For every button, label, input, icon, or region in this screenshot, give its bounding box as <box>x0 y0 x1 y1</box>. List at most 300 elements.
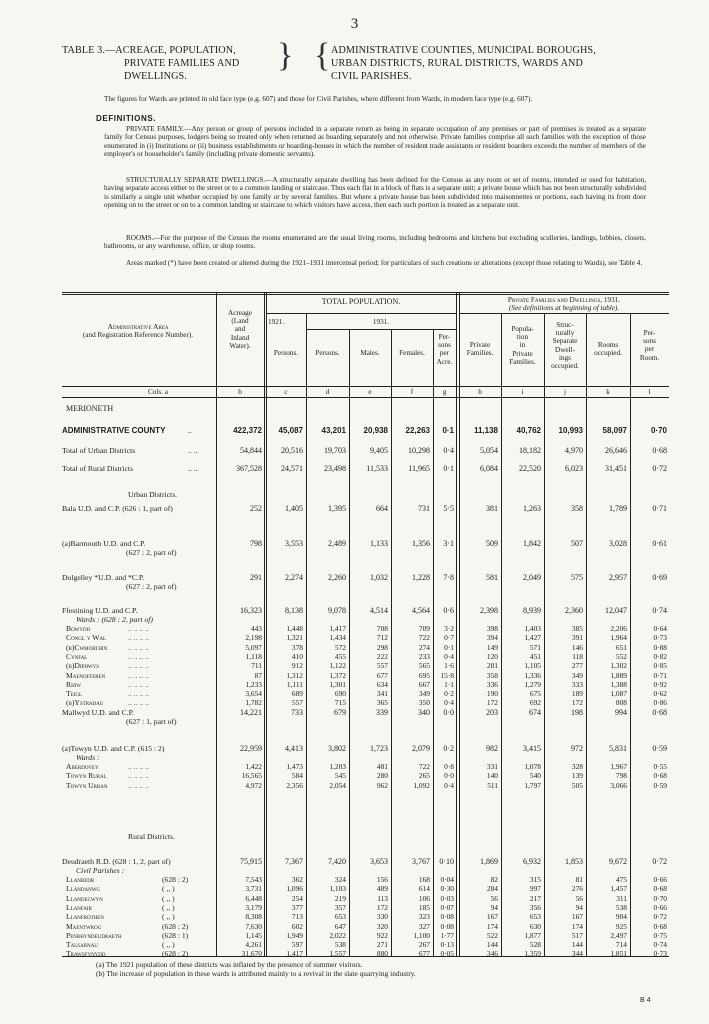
cell-h: 581 <box>486 573 498 582</box>
subcell-f: 267 <box>418 940 430 950</box>
subrow-name: Towyn Urban <box>66 780 108 790</box>
row-label: (a)Barmouth U.D. and C.P. <box>62 539 146 548</box>
subcell-f: 168 <box>418 875 430 884</box>
subcell-g: 0·1 <box>444 642 454 652</box>
cell-j: 1,853 <box>565 857 583 866</box>
subrow-dots: .. .. .. .. <box>128 762 149 771</box>
header-females: Females. <box>399 349 425 357</box>
subcell-b: 1,233 <box>245 679 262 689</box>
cell-e: 4,514 <box>370 606 388 615</box>
title-brace-left: { <box>314 37 331 74</box>
subcell-b: 2,198 <box>245 633 262 643</box>
subcell-j: 167 <box>571 912 583 922</box>
cell-l: 0·74 <box>652 606 667 615</box>
subcell-d: 219 <box>334 893 346 903</box>
col-letter-h: h <box>478 388 482 396</box>
subcell-c: 689 <box>291 689 303 699</box>
subcell-i: 1,279 <box>524 679 541 689</box>
subcell-c: 1,448 <box>286 624 303 633</box>
subcell-j: 276 <box>571 884 583 894</box>
cell-j: 507 <box>571 539 583 548</box>
subcell-c: 1,417 <box>286 949 303 959</box>
subcell-c: 410 <box>291 651 303 661</box>
subcell-l: 0·64 <box>653 624 667 633</box>
subcell-f: 185 <box>418 902 430 912</box>
page-number: 3 <box>350 16 359 32</box>
subrow-name: Trawsfynydd <box>66 949 106 959</box>
subcell-c: 1,321 <box>286 633 303 643</box>
col-letter-d: d <box>325 388 330 396</box>
subcell-g: 0·04 <box>440 875 454 884</box>
subcell-f: 1,092 <box>413 780 430 790</box>
subcell-j: 144 <box>571 940 583 950</box>
cell-i: 40,762 <box>516 426 541 435</box>
subcell-i: 653 <box>529 912 541 922</box>
subrow-ref: ( ,, ) <box>162 902 175 912</box>
subrow-dots: .. .. .. .. <box>128 771 149 781</box>
row-label: Total of Urban Districts <box>62 446 136 455</box>
cell-c: 733 <box>291 708 303 717</box>
cell-b: 422,372 <box>233 426 262 435</box>
subrow-name: Llanbedr <box>66 875 95 884</box>
subcell-d: 2,054 <box>329 780 346 790</box>
cell-g: 0·10 <box>439 857 454 866</box>
cell-g: 0·2 <box>443 744 454 753</box>
subcell-h: 149 <box>486 642 498 652</box>
cell-i: 2,049 <box>523 573 541 582</box>
subcell-h: 167 <box>486 912 498 922</box>
cell-f: 10,298 <box>408 446 430 455</box>
cell-e: 11,533 <box>366 464 388 473</box>
cell-j: 358 <box>571 504 583 513</box>
cell-l: 0·71 <box>652 504 667 513</box>
subcell-i: 451 <box>529 651 541 661</box>
subcell-i: 528 <box>529 940 541 950</box>
cell-f: 4,564 <box>412 606 430 615</box>
cell-h: 509 <box>486 539 498 548</box>
subcell-h: 190 <box>486 689 498 699</box>
subcell-k: 925 <box>615 921 627 931</box>
subcell-l: 0·68 <box>653 884 667 894</box>
subcell-k: 1,302 <box>610 661 627 671</box>
subrow-name: (b)Ystradau <box>66 698 104 708</box>
cell-k: 3,028 <box>609 539 627 548</box>
subcell-g: 0·03 <box>440 893 454 903</box>
subcell-l: 0·59 <box>653 780 667 790</box>
section-heading: Urban Districts. <box>128 490 178 499</box>
cell-g: 0·1 <box>443 464 454 473</box>
subcell-h: 346 <box>486 949 498 959</box>
cell-k: 2,957 <box>609 573 627 582</box>
subcell-i: 1,427 <box>524 633 541 643</box>
cell-e: 1,723 <box>370 744 388 753</box>
subcell-d: 715 <box>334 698 346 708</box>
subcell-h: 284 <box>486 884 498 894</box>
subrow-ref: (628 : 1) <box>162 930 189 940</box>
subrow-name: Llanfrothen <box>66 912 104 922</box>
subcell-b: 3,654 <box>245 689 262 699</box>
subcell-k: 798 <box>615 771 627 781</box>
subcell-f: 265 <box>418 771 430 781</box>
cell-b: 22,959 <box>240 744 262 753</box>
cell-c: 45,087 <box>278 426 303 435</box>
subcell-h: 120 <box>486 651 498 661</box>
subcell-i: 997 <box>529 884 541 894</box>
cell-k: 58,097 <box>602 426 627 435</box>
subcell-b: 4,972 <box>245 780 262 790</box>
subcell-b: 3,731 <box>245 884 262 894</box>
cell-f: 22,263 <box>405 426 430 435</box>
subrow-dots: .. .. .. .. <box>128 689 149 699</box>
cell-c: 4,413 <box>285 744 303 753</box>
col-letter-k: k <box>606 388 610 396</box>
subrow-name: Rhiw <box>66 679 82 689</box>
header-males: Males. <box>360 349 380 357</box>
subcell-l: 0·73 <box>653 633 667 643</box>
title-brace-right: } <box>277 37 294 74</box>
cell-c: 7,367 <box>285 857 303 866</box>
subrow-ref: (628 : 2) <box>162 921 189 931</box>
subcell-c: 584 <box>291 771 303 781</box>
subrow-dots: .. .. .. .. <box>128 651 149 661</box>
subcell-b: 31,670 <box>241 949 262 959</box>
subcell-j: 391 <box>571 633 583 643</box>
row-leader-dots: .. <box>188 426 192 435</box>
cell-l: 0·70 <box>650 426 667 435</box>
cell-h: 6,084 <box>480 464 498 473</box>
subcell-i: 1,105 <box>524 661 541 671</box>
subrow-name: Aberdovey <box>66 762 99 771</box>
subcell-g: 0·4 <box>444 780 454 790</box>
cell-e: 3,653 <box>370 857 388 866</box>
subcell-e: 298 <box>376 642 388 652</box>
cell-f: 11,965 <box>408 464 430 473</box>
subrow-name: Teigl <box>66 689 83 699</box>
subcell-f: 565 <box>418 661 430 671</box>
subcell-d: 1,372 <box>329 670 346 680</box>
col-letter-i: i <box>521 388 524 396</box>
subcell-c: 1,949 <box>286 930 303 940</box>
cell-h: 1,869 <box>480 857 498 866</box>
subcell-b: 1,422 <box>245 762 262 771</box>
subcell-l: 0·88 <box>653 642 667 652</box>
subcell-g: 0·05 <box>440 949 454 959</box>
subrow-dots: .. .. .. .. <box>128 642 149 652</box>
col-letter-j: j <box>564 388 566 396</box>
title-left: TABLE 3.—ACREAGE, POPULATION, PRIVATE FAMILIES AND DWELLINGS. <box>62 45 240 82</box>
cell-g: 5·5 <box>443 504 454 513</box>
subcell-h: 336 <box>486 679 498 689</box>
subcell-f: 106 <box>418 893 430 903</box>
subrow-dots: .. .. .. .. <box>128 633 149 643</box>
subcell-d: 2,022 <box>329 930 346 940</box>
subcell-g: 0·13 <box>440 940 454 950</box>
subrow-ref: (628 : 2) <box>162 949 189 959</box>
subrow-dots: .. .. .. .. <box>128 679 149 689</box>
subcell-l: 0·71 <box>653 670 667 680</box>
header-persons-1921: Persons. <box>273 349 299 357</box>
subcell-l: 0·75 <box>653 930 667 940</box>
subrow-ref: ( ,, ) <box>162 884 175 894</box>
cell-f: 1,356 <box>412 539 430 548</box>
col-letter-e: e <box>368 388 372 396</box>
subcell-f: 349 <box>418 689 430 699</box>
subcell-j: 146 <box>571 642 583 652</box>
header-per-room: Per- sons per Room. <box>639 329 660 362</box>
row-label-secondary: (627 : 2, part of) <box>126 547 177 557</box>
subcell-c: 1,473 <box>286 762 303 771</box>
subrow-ref: (628 : 2) <box>162 875 189 884</box>
subcell-d: 455 <box>334 651 346 661</box>
header-private-families: Private Families. <box>466 341 494 358</box>
subrow-name: Llanfair <box>66 902 92 912</box>
cell-h: 11,138 <box>473 426 498 435</box>
col-letter-f: f <box>410 388 414 396</box>
subcell-g: 1·77 <box>440 930 454 940</box>
subcell-e: 922 <box>376 930 388 940</box>
cell-l: 0·68 <box>652 446 667 455</box>
subrow-name: (b)Cwmorthin <box>66 642 108 652</box>
subrow-name: Cynfal <box>66 651 88 661</box>
cell-g: 0·0 <box>443 708 454 717</box>
cell-l: 0·72 <box>652 857 667 866</box>
cell-k: 31,451 <box>605 464 627 473</box>
page-signature: B 4 <box>640 997 651 1004</box>
subcell-d: 324 <box>334 875 346 884</box>
row-leader-dots: .. .. <box>188 446 198 455</box>
intro-note: The figures for Wards are printed in old face type (e.g. 607) and those for Civil Parishes, where different from Wards, in modern face type (e.g. 607). <box>104 95 533 103</box>
subcell-i: 1,078 <box>524 762 541 771</box>
subcell-f: 323 <box>418 912 430 922</box>
cell-k: 9,672 <box>609 857 627 866</box>
cell-g: 3·1 <box>443 539 454 548</box>
subcell-i: 630 <box>529 921 541 931</box>
cell-h: 982 <box>486 744 498 753</box>
cell-e: 339 <box>376 708 388 717</box>
subcell-i: 675 <box>529 689 541 699</box>
subcell-j: 94 <box>575 902 583 912</box>
subcell-i: 217 <box>529 893 541 903</box>
subcell-d: 1,203 <box>329 762 346 771</box>
subcell-e: 880 <box>376 949 388 959</box>
cell-i: 1,842 <box>523 539 541 548</box>
subcell-g: 1·6 <box>444 661 454 671</box>
subcell-k: 1,967 <box>610 762 627 771</box>
cell-f: 340 <box>418 708 430 717</box>
cell-h: 203 <box>486 708 498 717</box>
subcell-h: 522 <box>486 930 498 940</box>
row-label: Deudraeth R.D. (628 : 1, 2, part of) <box>62 857 171 866</box>
subcell-l: 0·68 <box>653 921 667 931</box>
cell-c: 2,274 <box>285 573 303 582</box>
cell-l: 0·59 <box>652 744 667 753</box>
cell-h: 381 <box>486 504 498 513</box>
subcell-g: 15·8 <box>440 670 454 680</box>
subcell-b: 7,630 <box>245 921 262 931</box>
subcell-c: 1,096 <box>286 884 303 894</box>
subcell-l: 0·66 <box>653 902 667 912</box>
cell-j: 10,993 <box>558 426 583 435</box>
subcell-j: 328 <box>571 762 583 771</box>
subcell-c: 254 <box>291 893 303 903</box>
header-area: Administrative Area (and Registration Reference Number). <box>82 322 194 340</box>
subcell-j: 385 <box>571 624 583 633</box>
subcell-b: 1,118 <box>245 651 262 661</box>
subcell-d: 1,301 <box>329 679 346 689</box>
row-label-secondary: Civil Parishes : <box>76 865 125 875</box>
subcell-e: 113 <box>377 893 388 903</box>
definition-private-family: PRIVATE FAMILY.—Any person or group of persons included in a separate return as being in separate occupation of any premises or part of premises is treated as a separate family for Census purposes, lodgers being so treated only when returned as boarding separately and not otherwise. Private families comprise all such families with the exception of those enumerated in (i) Institutions or (ii) business establishments or boarding-houses in which the number of resident trade assistants or resident boarders exceeds the number of members of the employer's or householder's family (including private domestic servants). <box>104 125 646 159</box>
subcell-g: 0·08 <box>440 921 454 931</box>
subcell-k: 808 <box>615 698 627 708</box>
cell-j: 6,023 <box>565 464 583 473</box>
subcell-j: 81 <box>575 875 583 884</box>
cell-k: 994 <box>615 708 627 717</box>
subcell-h: 331 <box>486 762 498 771</box>
subcell-b: 5,097 <box>245 642 262 652</box>
subcell-f: 233 <box>418 651 430 661</box>
cell-i: 3,415 <box>523 744 541 753</box>
subcell-e: 677 <box>376 670 388 680</box>
subcell-i: 356 <box>529 902 541 912</box>
subcell-j: 349 <box>571 670 583 680</box>
cell-d: 23,498 <box>324 464 346 473</box>
cell-f: 1,228 <box>412 573 430 582</box>
subcell-d: 1,557 <box>329 949 346 959</box>
subcell-d: 653 <box>334 912 346 922</box>
subcell-g: 0·0 <box>444 771 454 781</box>
cell-k: 26,646 <box>605 446 627 455</box>
subcell-e: 962 <box>376 780 388 790</box>
cell-e: 9,405 <box>370 446 388 455</box>
subcell-e: 708 <box>376 624 388 633</box>
subcell-g: 1·1 <box>444 679 454 689</box>
subcell-e: 712 <box>376 633 388 643</box>
cell-e: 664 <box>376 504 388 513</box>
row-label: Bala U.D. and C.P. (626 : 1, part of) <box>62 504 173 513</box>
subcell-k: 1,388 <box>610 679 627 689</box>
definition-areas-marked: Areas marked (*) have been created or altered during the 1921–1931 intercensal period; for particulars of such creations or alterations (except those relating to Wards), see Table 4. <box>126 259 643 267</box>
cell-b: 54,844 <box>240 446 262 455</box>
subcell-d: 545 <box>334 771 346 781</box>
subcell-l: 0·73 <box>653 949 667 959</box>
cell-d: 2,260 <box>328 573 346 582</box>
col-letter-c: c <box>284 388 288 396</box>
row-label: ADMINISTRATIVE COUNTY <box>62 426 166 435</box>
subcell-h: 281 <box>486 661 498 671</box>
subcell-i: 1,877 <box>524 930 541 940</box>
subcell-l: 0·72 <box>653 912 667 922</box>
subcell-k: 651 <box>615 642 627 652</box>
subcell-d: 690 <box>334 689 346 699</box>
subcell-b: 16,565 <box>241 771 262 781</box>
subcell-k: 1,851 <box>610 949 627 959</box>
row-label: Mallwyd U.D. and C.P. <box>62 708 134 717</box>
subcell-g: 0·08 <box>440 912 454 922</box>
col-letter-g: g <box>442 388 447 396</box>
footnote-b: (b) The increase of population in these wards is attributed mainly to a revival in the slate quarrying industry. <box>96 969 416 978</box>
subcell-e: 172 <box>376 902 388 912</box>
cell-d: 19,703 <box>324 446 346 455</box>
cell-d: 3,802 <box>328 744 346 753</box>
subcell-i: 1,359 <box>524 949 541 959</box>
subcell-f: 709 <box>418 624 430 633</box>
row-label: (a)Towyn U.D. and C.P. (615 : 2) <box>62 744 165 753</box>
cell-d: 2,489 <box>328 539 346 548</box>
subrow-name: Congl y Wal <box>66 633 107 643</box>
subcell-k: 475 <box>615 875 627 884</box>
row-label-secondary: (627 : 2, part of) <box>126 581 177 591</box>
cell-b: 14,221 <box>240 708 262 717</box>
subrow-name: Maentwrog <box>66 921 102 931</box>
cell-k: 1,789 <box>609 504 627 513</box>
cell-e: 1,133 <box>370 539 388 548</box>
subcell-b: 8,308 <box>245 912 262 922</box>
subcell-b: 3,179 <box>245 902 262 912</box>
subrow-dots: .. .. .. .. <box>128 780 149 790</box>
subcell-f: 350 <box>418 698 430 708</box>
cell-d: 43,201 <box>321 426 346 435</box>
cell-i: 8,939 <box>523 606 541 615</box>
subcell-h: 398 <box>486 624 498 633</box>
subcell-f: 614 <box>418 884 430 894</box>
cell-d: 9,078 <box>328 606 346 615</box>
header-persons-1931: Persons. <box>315 349 340 357</box>
subcell-k: 3,066 <box>610 780 627 790</box>
subcell-j: 344 <box>571 949 583 959</box>
subcell-f: 722 <box>418 633 430 643</box>
subrow-name: Penrhyndeudraeth <box>66 930 122 940</box>
cell-c: 8,138 <box>285 606 303 615</box>
subcell-h: 94 <box>490 902 498 912</box>
subcell-e: 489 <box>376 884 388 894</box>
subcell-j: 505 <box>571 780 583 790</box>
subcell-e: 365 <box>376 698 388 708</box>
subcell-c: 912 <box>291 661 303 671</box>
cell-b: 75,915 <box>240 857 262 866</box>
subcell-j: 172 <box>571 698 583 708</box>
subcell-k: 1,889 <box>610 670 627 680</box>
subrow-name: Talsarnau <box>66 940 98 950</box>
row-leader-dots: .. .. <box>188 464 198 473</box>
subcell-e: 280 <box>376 771 388 781</box>
subcell-c: 557 <box>291 698 303 708</box>
subcell-h: 82 <box>490 875 498 884</box>
row-label: Total of Rural Districts <box>62 464 133 473</box>
subcell-d: 572 <box>334 642 346 652</box>
subcell-j: 139 <box>571 771 583 781</box>
subcell-c: 378 <box>291 642 303 652</box>
cell-b: 367,528 <box>236 464 262 473</box>
subcell-j: 174 <box>571 921 583 931</box>
subcell-b: 6,448 <box>245 893 262 903</box>
subcell-g: 0·7 <box>444 633 454 643</box>
cell-b: 798 <box>250 539 262 548</box>
subcell-g: 0·2 <box>444 689 454 699</box>
subcell-l: 0·62 <box>653 689 667 699</box>
cell-j: 4,970 <box>565 446 583 455</box>
header-structural-dwellings: Struc- turally Separate Dwell- ings occupied. <box>551 321 579 371</box>
subcell-k: 552 <box>615 651 627 661</box>
cell-b: 252 <box>250 504 262 513</box>
cell-l: 0·69 <box>652 573 667 582</box>
cell-i: 6,932 <box>523 857 541 866</box>
subrow-ref: ( ,, ) <box>162 893 175 903</box>
cell-l: 0·61 <box>652 539 667 548</box>
cell-j: 972 <box>571 744 583 753</box>
subcell-e: 156 <box>376 875 388 884</box>
subcell-h: 394 <box>486 633 498 643</box>
